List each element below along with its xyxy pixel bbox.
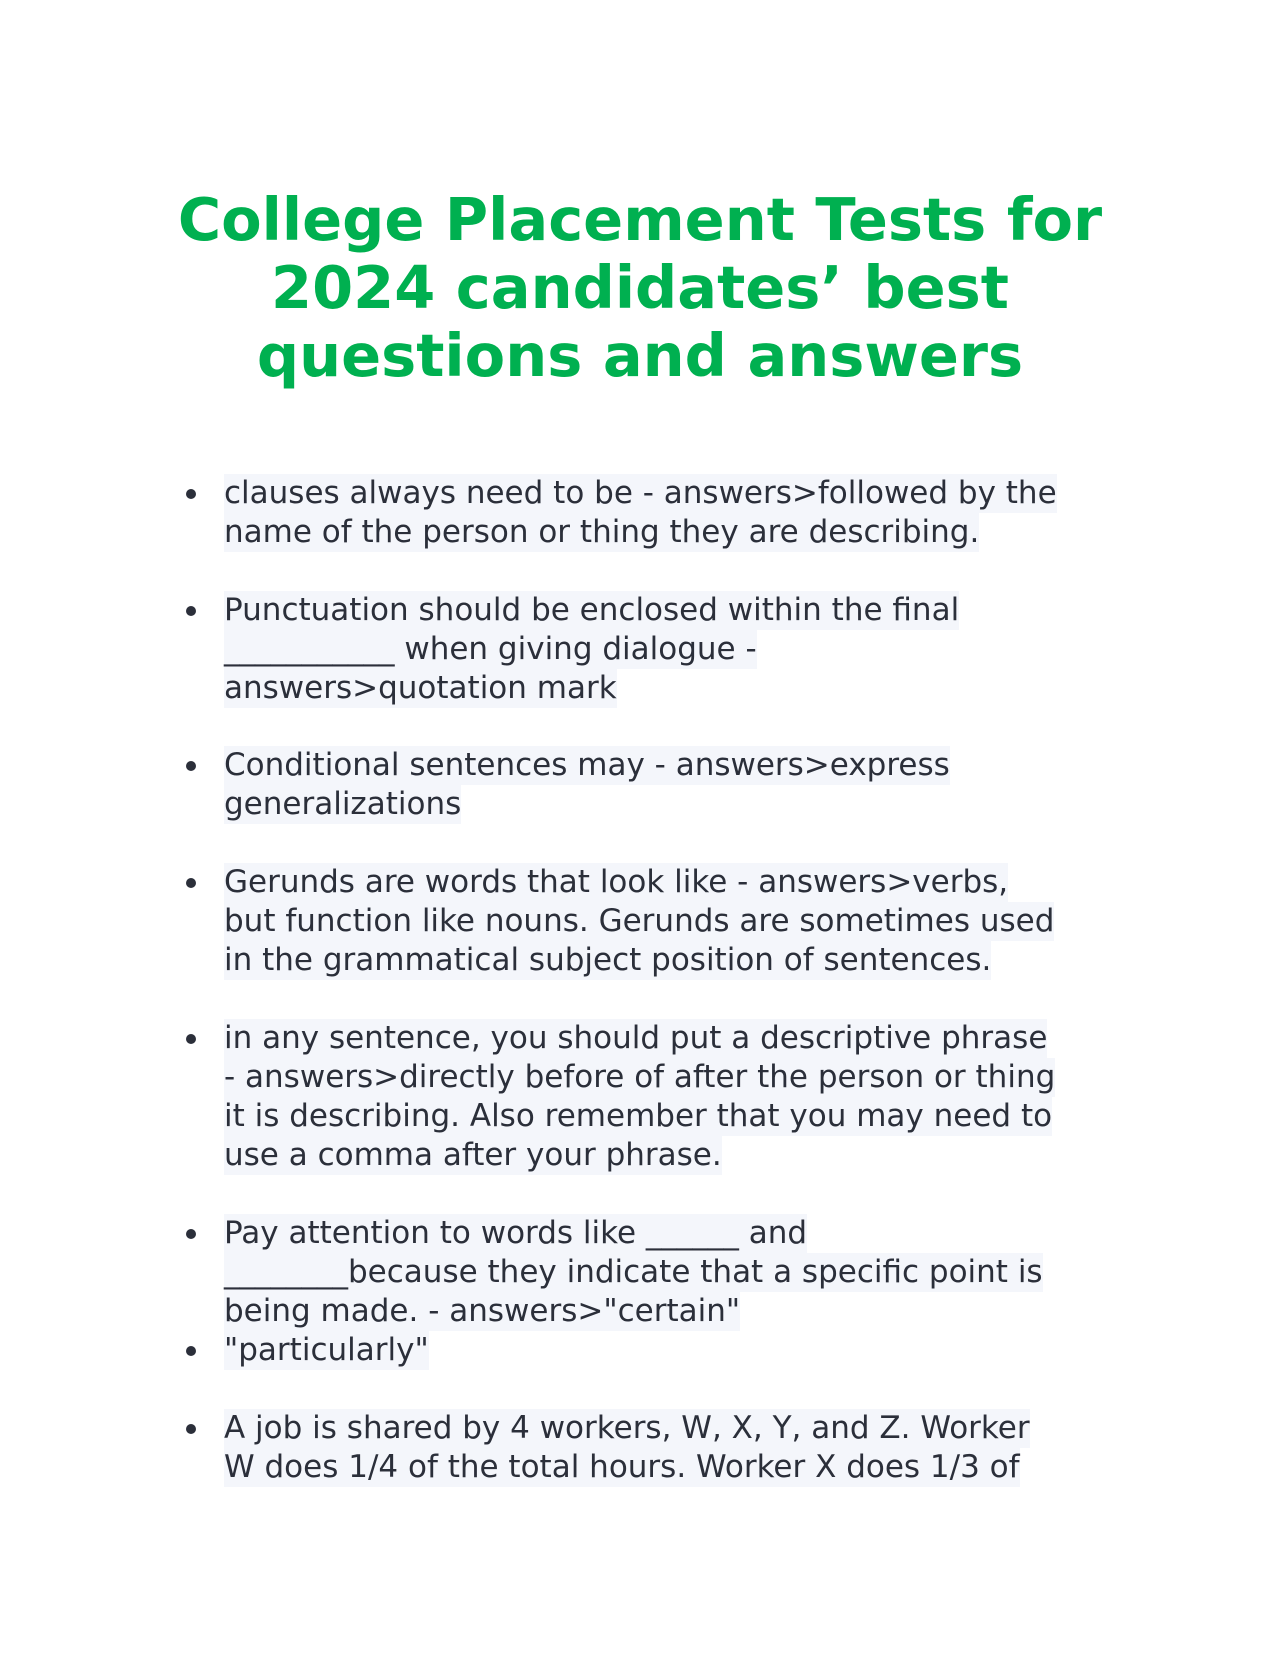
bullet-icon <box>186 1229 196 1239</box>
bullet-icon <box>186 761 196 771</box>
item-text-line: clauses always need to be - answers>followed by the <box>224 475 1057 511</box>
list-item <box>224 1331 1144 1370</box>
title-line: questions and answers <box>256 321 1024 390</box>
title-line: College Placement Tests for <box>177 185 1103 254</box>
bullet-icon <box>186 878 196 888</box>
item-text-line: in any sentence, you should put a descriptive phrase <box>224 1020 1048 1056</box>
item-text-line: name of the person or thing they are describing. <box>224 514 980 550</box>
list-item <box>224 1409 1144 1487</box>
item-text-line: ___________ when giving dialogue - <box>224 631 757 667</box>
item-text-line: use a comma after your phrase. <box>224 1137 722 1173</box>
item-text-line: A job is shared by 4 workers, W, X, Y, and Z. Worker <box>224 1410 1030 1446</box>
list-item <box>224 1019 1144 1175</box>
list-item <box>224 1214 1144 1331</box>
list-item <box>224 863 1144 980</box>
title-line: 2024 candidates’ best <box>271 253 1009 322</box>
item-text-line: Pay attention to words like ______ and <box>224 1215 808 1251</box>
item-text-line: it is describing. Also remember that you may need to <box>224 1098 1053 1134</box>
bullet-icon <box>186 1346 196 1356</box>
item-text-line: but function like nouns. Gerunds are sometimes used <box>224 903 1055 939</box>
item-text-line: Punctuation should be enclosed within the final <box>224 592 960 628</box>
bullet-icon <box>186 1424 196 1434</box>
document-title <box>140 186 1140 390</box>
bullet-icon <box>186 489 196 499</box>
list-item <box>224 746 1144 824</box>
item-text-line: ________because they indicate that a specific point is <box>224 1254 1043 1290</box>
item-text-line: being made. - answers>"certain" <box>224 1293 741 1329</box>
item-text-line: - answers>directly before of after the person or thing <box>224 1059 1056 1095</box>
item-text-line: "particularly" <box>224 1332 429 1368</box>
item-text-line: answers>quotation mark <box>224 670 617 706</box>
bullet-icon <box>186 606 196 616</box>
list-item <box>224 474 1144 552</box>
item-text-line: in the grammatical subject position of sentences. <box>224 942 992 978</box>
item-text-line: generalizations <box>224 786 462 822</box>
list-item <box>224 591 1144 708</box>
bullet-icon <box>186 1034 196 1044</box>
item-text-line: Gerunds are words that look like - answers>verbs, <box>224 864 1009 900</box>
item-text-line: Conditional sentences may - answers>express <box>224 747 950 783</box>
item-text-line: W does 1/4 of the total hours. Worker X does 1/3 of <box>224 1449 1020 1485</box>
